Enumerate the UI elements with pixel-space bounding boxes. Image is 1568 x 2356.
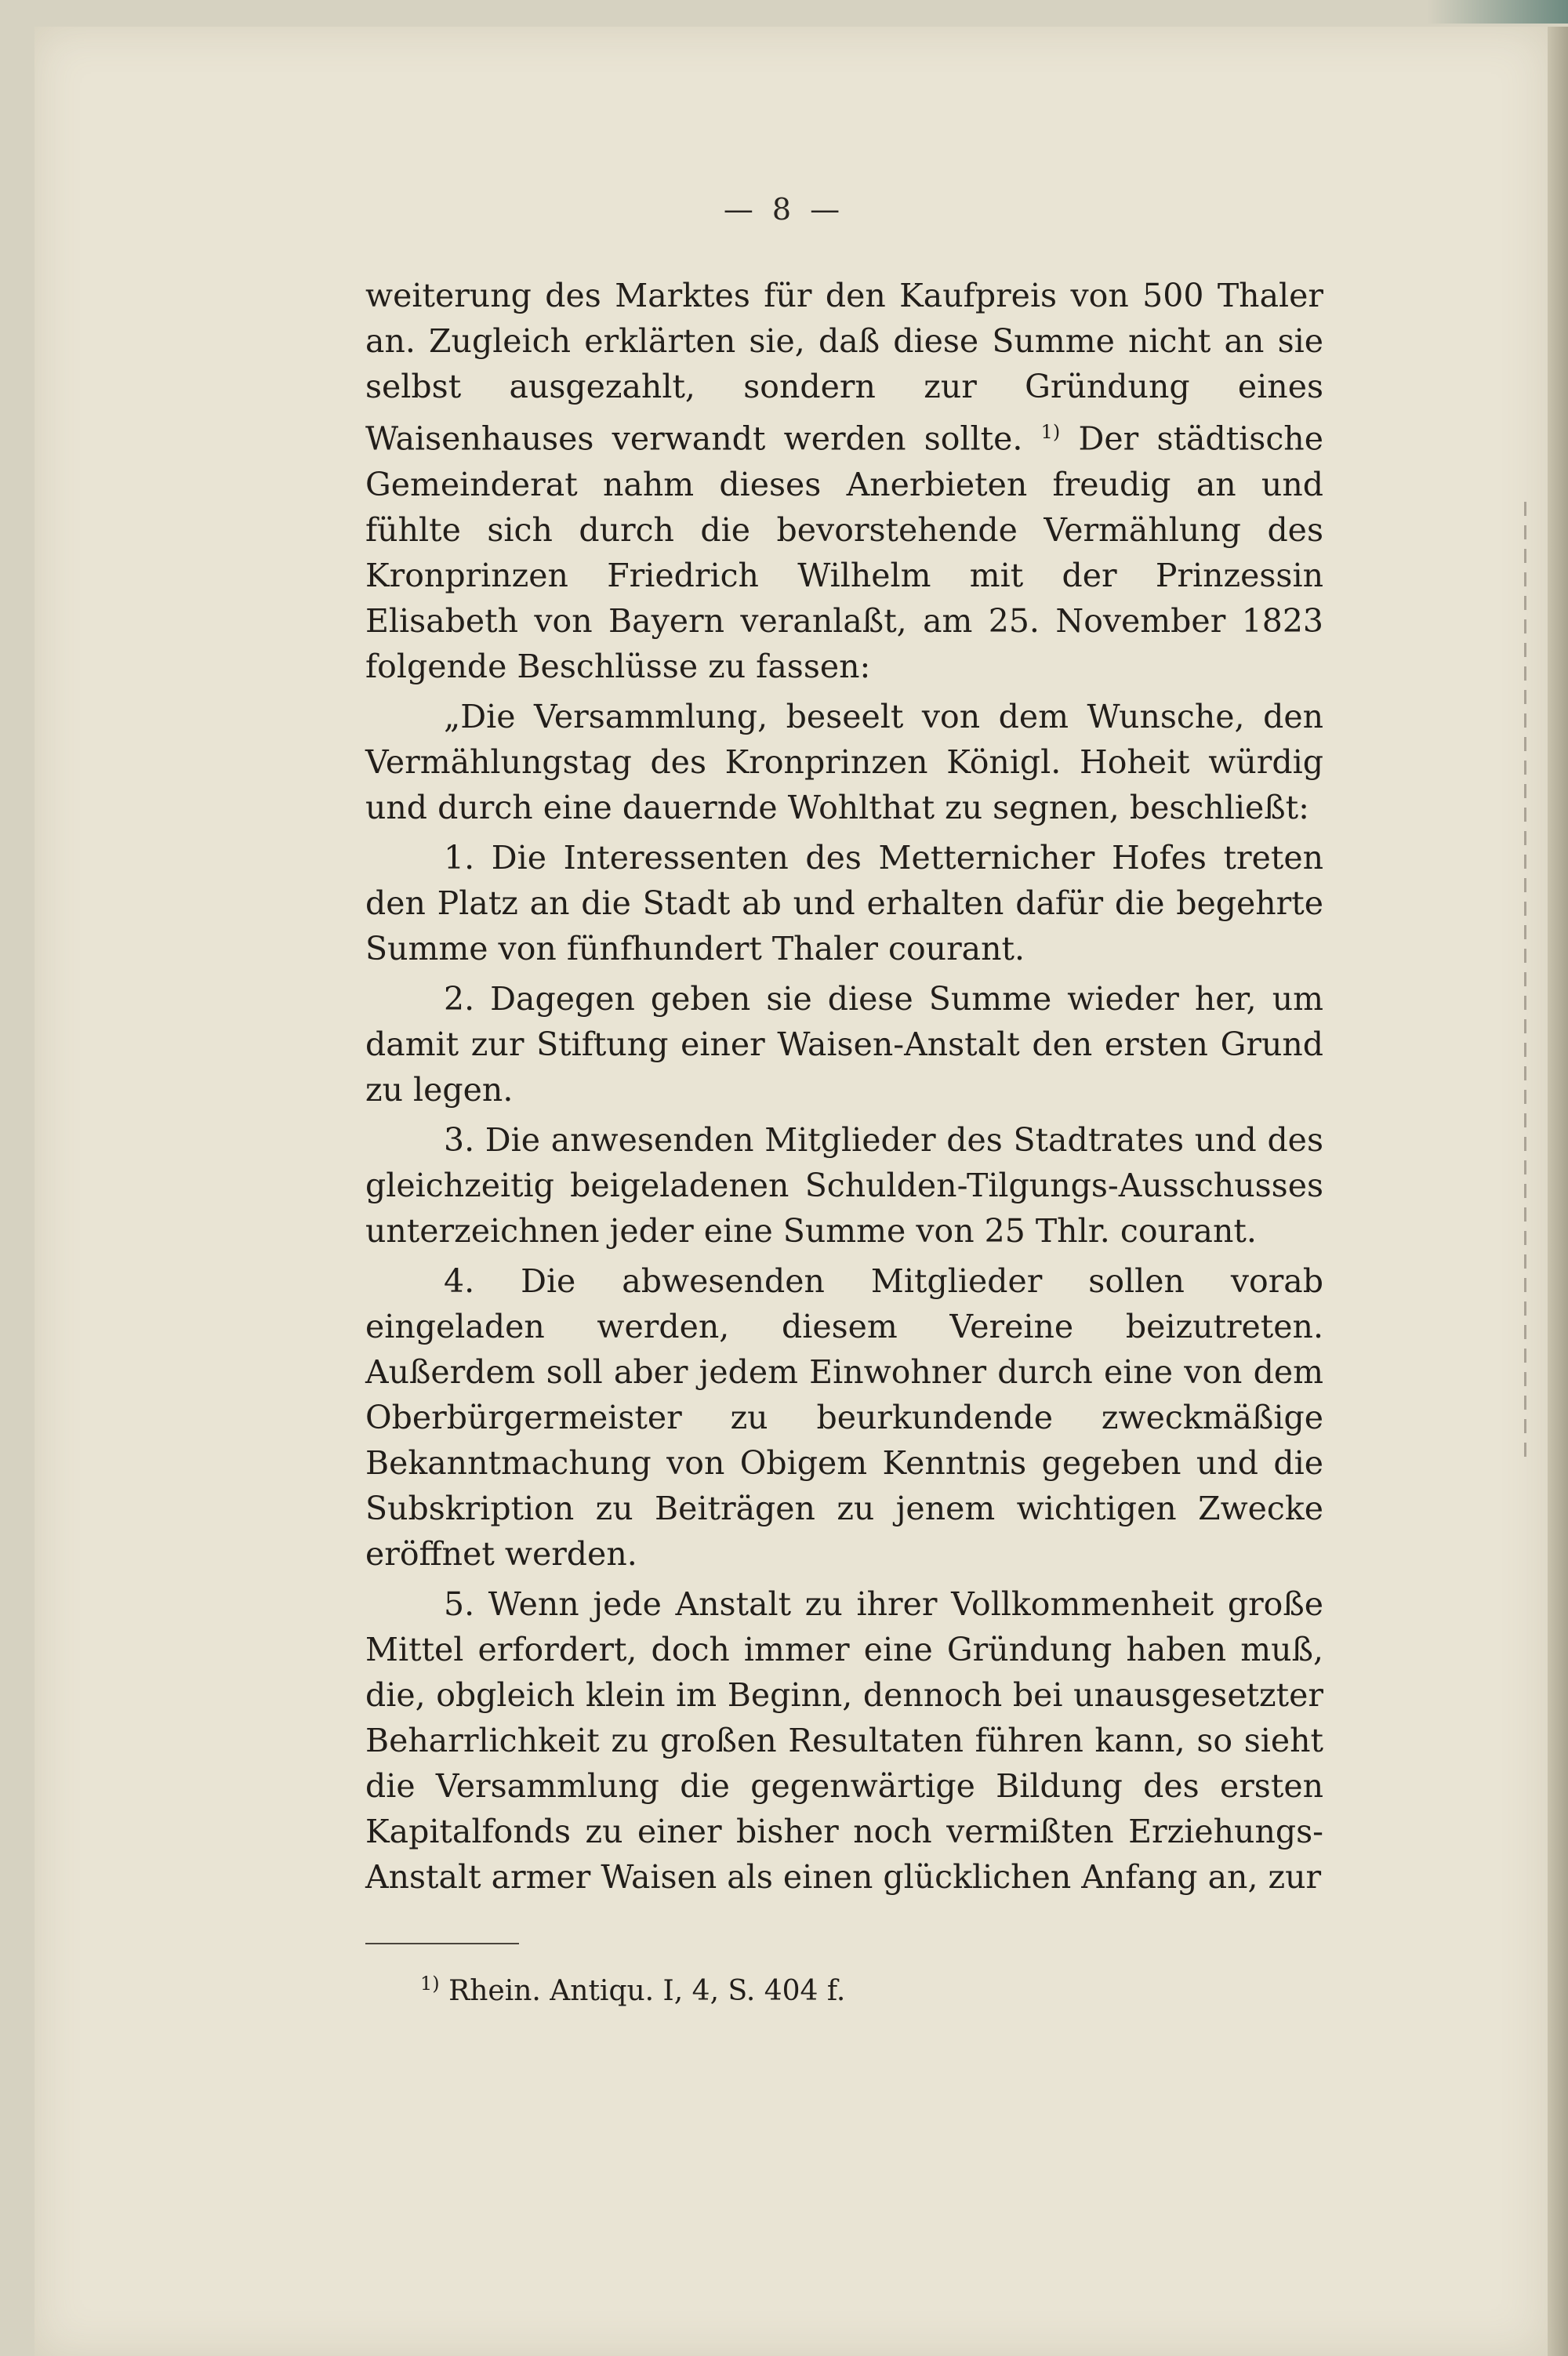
footnote-text: Rhein. Antiqu. I, 4, S. 404 f. (448, 1975, 846, 2007)
resolution-3: 3. Die anwesenden Mitglieder des Stadtrates und des gleichzeitig beigeladenen Schulden-Tilgungs-Ausschusses unterzeichnen jeder eine Summe von 25 Thlr. courant. (365, 1120, 1323, 1250)
footnote-marker: 1) (420, 1973, 440, 1995)
page-edge (1548, 27, 1568, 2356)
paragraph-1 (365, 273, 1323, 689)
body-text (365, 273, 1323, 1904)
resolution-4: 4. Die abwesenden Mitglieder sollen vorab eingeladen werden, diesem Vereine beizutreten. Außerdem soll aber jedem Einwohner durch eine von dem Oberbürgermeister zu beurkundende zweckmäßige Bekanntmachung von Obigem Kenntnis gegeben und die Subskription zu Beiträgen zu jenem wichtigen Zwecke eröffnet werden. (365, 1261, 1323, 1573)
resolution-1: 1. Die Interessenten des Metternicher Hofes treten den Platz an die Stadt ab und erhalten dafür die begehrte Summe von fünfhundert Thaler courant. (365, 838, 1323, 967)
footnote (420, 1973, 845, 2007)
paragraph-2: „Die Versammlung, beseelt von dem Wunsche, den Vermählungstag des Kronprinzen Königl. Hoheit würdig und durch eine dauernde Wohlthat zu segnen, beschließt: (365, 697, 1323, 826)
paragraph-1-continuation: Der städtische Gemeinderat nahm dieses Anerbieten freudig an und fühlte sich durch die bevorstehende Vermählung des Kronprinzen Friedrich Wilhelm mit der Prinzessin Elisabeth von Bayern veranlaßt, am 25. November 1823 folgende Beschlüsse zu fassen: (365, 419, 1323, 685)
page-number: — 8 — (723, 192, 845, 227)
footnote-ref: 1) (1040, 421, 1061, 443)
footnote-rule (365, 1943, 519, 1944)
fold-line (1524, 502, 1526, 1466)
resolution-2: 2. Dagegen geben sie diese Summe wieder her, um damit zur Stiftung einer Waisen-Anstalt den ersten Grund zu legen. (365, 979, 1323, 1109)
paragraph-1-text: weiterung des Marktes für den Kaufpreis von 500 Thaler an. Zugleich erklärten sie, daß diese Summe nicht an sie selbst ausgezahlt, sondern zur Gründung eines Waisenhauses verwandt werden sollte. (365, 277, 1323, 458)
resolution-5: 5. Wenn jede Anstalt zu ihrer Vollkommenheit große Mittel erfordert, doch immer eine Gründung haben muß, die, obgleich klein im Beginn, dennoch bei unausgesetzter Beharrlichkeit zu großen Resultaten führen kann, so sieht die Versammlung die gegenwärtige Bildung des ersten Kapitalfonds zu einer bisher noch vermißten Erziehungs-Anstalt armer Waisen als einen glücklichen Anfang an, zur (365, 1585, 1323, 1896)
binding-mark (1427, 0, 1568, 24)
